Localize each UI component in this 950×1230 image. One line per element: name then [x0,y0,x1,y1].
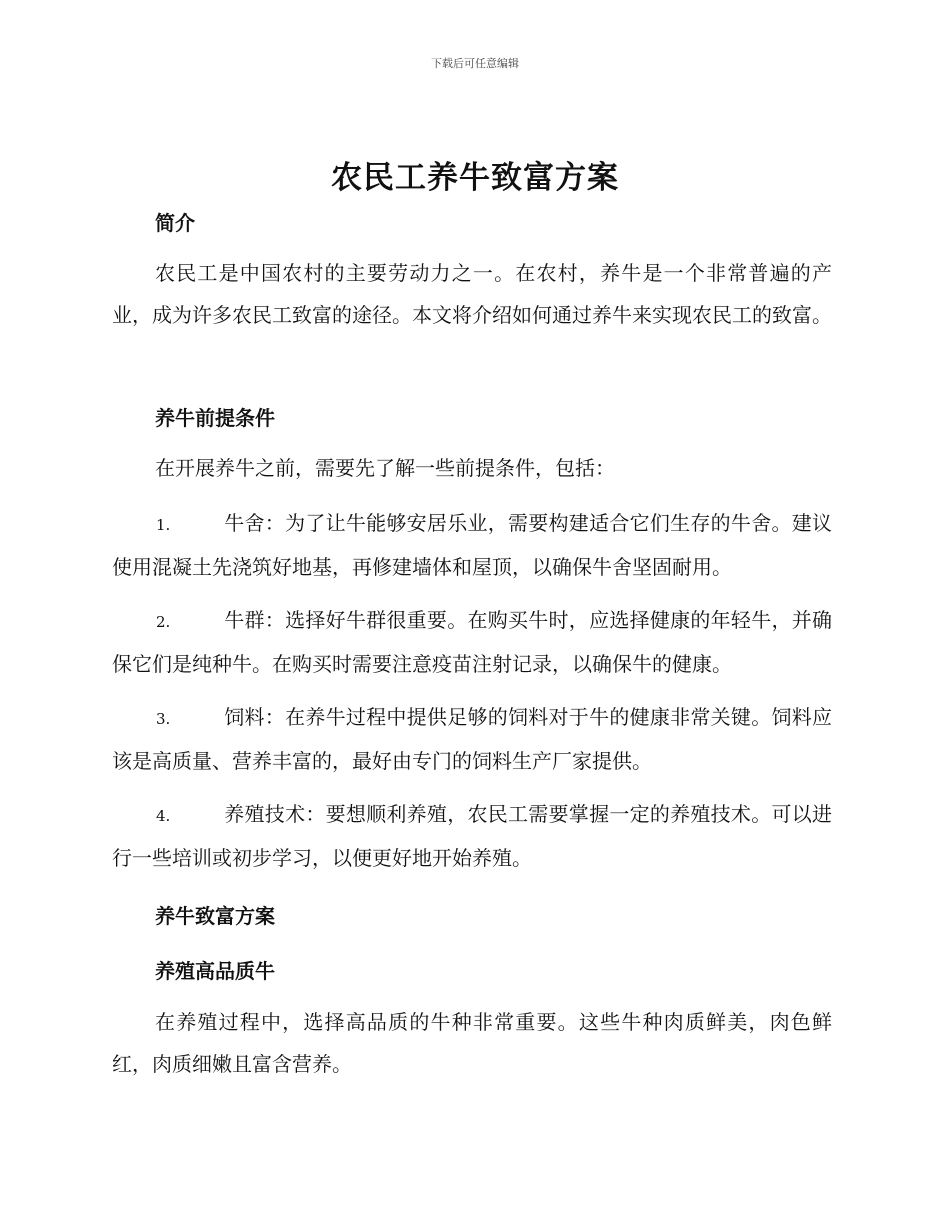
list-item-text: 牛舍：为了让牛能够安居乐业，需要构建适合它们生存的牛舍。建议使用混凝土先浇筑好地基，再修建墙体和屋顶，以确保牛舍坚固耐用。 [112,511,832,579]
list-number: 2. [156,613,171,631]
header-note: 下载后可任意编辑 [431,57,519,70]
list-item-text: 饲料：在养牛过程中提供足够的饲料对于牛的健康非常关键。饲料应该是高质量、营养丰富的，最好由专门的饲料生产厂家提供。 [112,705,832,773]
list-item [112,599,832,685]
list-item-text: 养殖技术：要想顺利养殖，农民工需要掌握一定的养殖技术。可以进行一些培训或初步学习，以便更好地开始养殖。 [112,802,832,870]
list-item-text: 牛群：选择好牛群很重要。在购买牛时，应选择健康的年轻牛，并确保它们是纯种牛。在购买时需要注意疫苗注射记录，以确保牛的健康。 [112,608,832,676]
list-number: 4. [156,807,171,825]
quality-paragraph: 在养殖过程中，选择高品质的牛种非常重要。这些牛种肉质鲜美，肉色鲜红，肉质细嫩且富含营养。 [112,1010,832,1076]
list-item [112,696,832,782]
section-heading-prerequisites: 养牛前提条件 [155,406,275,430]
prerequisites-intro: 在开展养牛之前，需要先了解一些前提条件，包括： [155,456,615,480]
document-title: 农民工养牛致富方案 [331,160,619,196]
list-number: 1. [156,516,171,534]
list-item [112,502,832,588]
section-heading-plan: 养牛致富方案 [155,904,275,928]
section-heading-intro: 简介 [155,211,195,235]
intro-paragraph: 农民工是中国农村的主要劳动力之一。在农村，养牛是一个非常普遍的产业，成为许多农民工致富的途径。本文将介绍如何通过养牛来实现农民工的致富。 [112,261,832,327]
list-item [112,793,832,879]
list-number: 3. [156,710,171,728]
section-heading-quality: 养殖高品质牛 [155,959,275,983]
